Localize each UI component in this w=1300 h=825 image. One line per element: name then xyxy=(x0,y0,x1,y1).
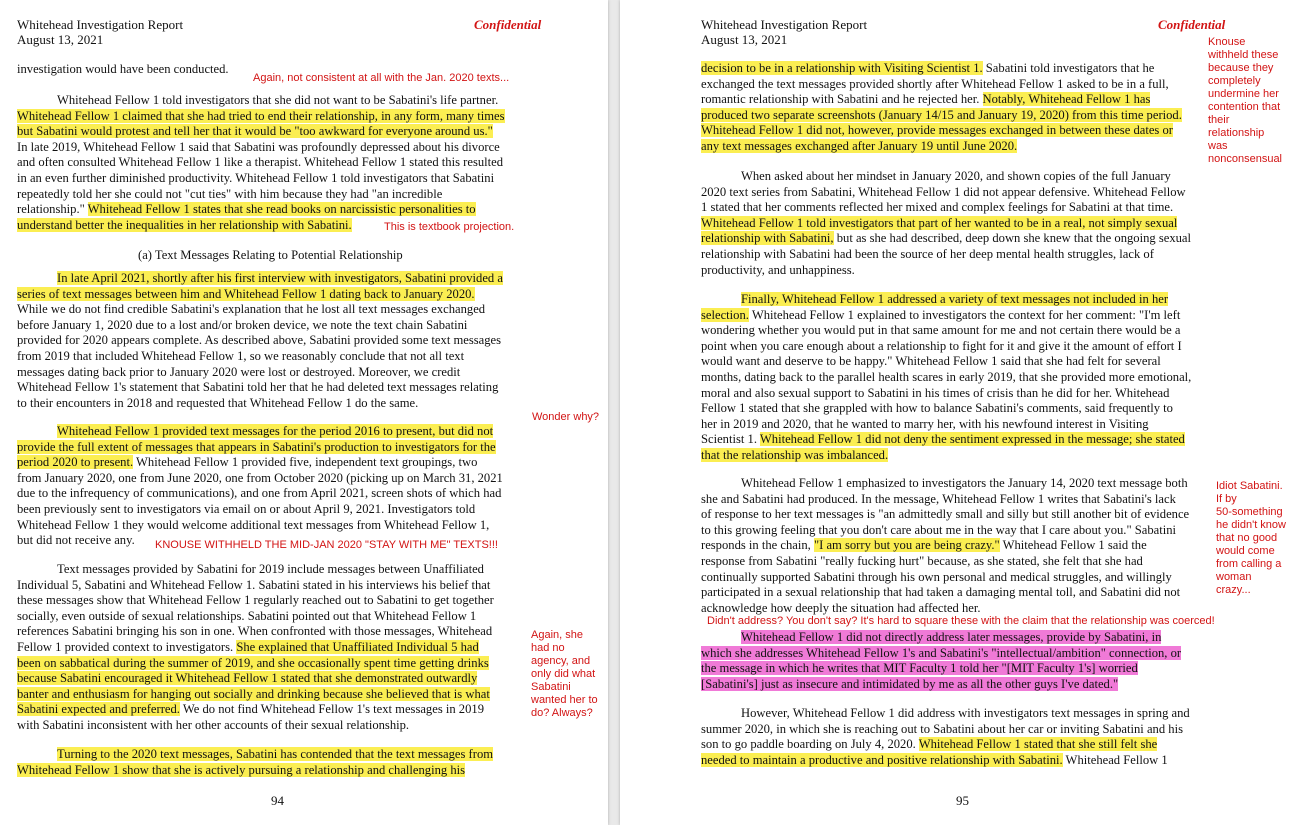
page-header xyxy=(701,18,867,47)
text-run: Whitehead Fellow 1 xyxy=(1062,752,1168,767)
text-run: Whitehead Fellow 1 explained to investigators the context for her comment: "I'm left wondering whether you would put in that same amount for me and not certain there would be a point when you care enough about a relationship to fight for it and give it the amount of effort I would want and deserve to be happy." Whitehead Fellow 1 said that she had felt for several months, dating back to the parallel health scares in early 2019, that she provided more emotional, moral and also sexual support to Sabatini in his times of crisis than he did for her. Whitehead Fellow 1 stated that she grappled with how to balance Sabatini's comments, said frequently to her in 2019 and 2020, that he wanted to marry her, with his newfound interest in Visiting Scientist 1. xyxy=(701,307,1192,447)
highlighted-text: Notably, Whitehead Fellow 1 has produced two separate screenshots (January 14/15 and January 19, 2020) from this time period. Whitehead Fellow 1 did not, however, provide messages exchanged in between these dates or any text messages exchanged after January 19 until June 2020. xyxy=(701,92,1182,153)
highlighted-text: She explained that Unaffiliated Individual 5 had been on sabbatical during the summer of 2019, and she occasionally spent time getting drinks because Sabatini encouraged it Whitehead Fellow 1 stated that she demonstrated outwardly banter and enthusiasm for hanging out socially and drinking because she believed that is what Sabatini expected and preferred. xyxy=(17,639,490,717)
annotation-idiot-sabatini: Idiot Sabatini. If by 50-something he didn't know that no good would come from calling a woman crazy... xyxy=(1216,480,1286,596)
paragraph-investigation: investigation would have been conducted. xyxy=(17,62,229,76)
text-run: However, Whitehead Fellow 1 did address with investigators text messages in spring and summer 2020, in which she is reaching out to Sabatini about her car or inviting Sabatini and his son to go paddle boarding on July 4, 2020. xyxy=(701,706,1190,752)
text-run: Whitehead Fellow 1 provided five, independent text groupings, two from January 2020, one from June 2020, one from October 2020 (picking up on March 31, 2021 due to the infrequency of communications), and one from April 2021, screen shots of which had been previously sent to investigators via email on or about April 9, 2021. Investigators told Whitehead Fellow 1 they would welcome additional text messages from Whitehead Fellow 1, but did not receive any. xyxy=(17,455,503,548)
paragraph-april-2021 xyxy=(17,271,547,411)
text-run: Whitehead Fellow 1 said the response from Sabatini "really fucking hurt" because, as she stated, she felt that she had continually supported Sabatini through his own personal and medical struggles, and willingly participated in a sexual relationship that had taken a damaging mental toll, and Sabatini did not acknowledge how deeply the situation had affected her. xyxy=(701,538,1181,615)
text-run: Sabatini told investigators that he exchanged the text messages provided shortly after Whitehead Fellow 1 asked to be in a full, romantic relationship with Sabatini and he rejected her. xyxy=(701,61,1169,107)
section-heading: (a) Text Messages Relating to Potential Relationship xyxy=(138,248,403,262)
highlighted-text: Whitehead Fellow 1 did not deny the sentiment expressed in the message; she stated that the relationship was imbalanced. xyxy=(701,432,1185,462)
annotation-didnt-address: Didn't address? You don't say? It's hard to square these with the claim that the relationship was coerced! xyxy=(707,615,1215,627)
text-run: In late 2019, Whitehead Fellow 1 said that Sabatini was profoundly depressed about his divorce and often consulted Whitehead Fellow 1 like a therapist. Whitehead Fellow 1 stated this resulted in an even further diminished productivity. Whitehead Fellow 1 told investigators that Sabatini repeatedly told her she could not "cut ties" with him because they had "an incredible relationship." xyxy=(17,139,504,217)
page-number: 94 xyxy=(271,793,284,808)
highlighted-text: Whitehead Fellow 1 states that she read books on narcissistic personalities to understand better the inequalities in her relationship with Sabatini. xyxy=(17,202,476,232)
highlighted-text: Whitehead Fellow 1 told investigators that part of her wanted to be in a real, not simply sexual relationship with Sabatini, xyxy=(701,215,1178,246)
report-date: August 13, 2021 xyxy=(701,31,788,47)
paragraph-2019-messages xyxy=(17,562,547,734)
highlighted-text: "I am sorry but you are being crazy." xyxy=(813,538,1000,553)
text-run: Whitehead Fellow 1 told investigators that she did not want to be Sabatini's life partner. xyxy=(57,93,499,107)
highlighted-text: Whitehead Fellow 1 claimed that she had tried to end their relationship, in any form, many times but Sabatini would protest and tell her that it would be "too awkward for everyone around us." xyxy=(17,108,505,139)
paragraph-spring-summer xyxy=(701,706,1221,768)
annotation-withheld-texts: KNOUSE WITHHELD THE MID-JAN 2020 "STAY WITH ME" TEXTS!!! xyxy=(155,539,498,551)
text-run: While we do not find credible Sabatini's explanation that he lost all text messages exchanged before January 1, 2020 due to a lost and/or broken device, we note the text chain Sabatini provided for 2020 appears complete. As described above, Sabatini provided some text messages from 2019 that included Whitehead Fellow 1, so we reasonably conclude that not all text messages dating back prior to January 2020 were lost or destroyed. Moreover, we credit Whitehead Fellow 1's statement that Sabatini told her that he had deleted text messages relating to their encounters in 2018 and requested that Whitehead Fellow 1 do the same. xyxy=(17,302,502,410)
annotation-wonder-why: Wonder why? xyxy=(532,411,600,423)
confidential-label: Confidential xyxy=(474,17,542,32)
paragraph-later-messages xyxy=(701,630,1221,692)
text-run: When asked about her mindset in January 2020, and shown copies of the full January 2020 text series from Sabatini, Whitehead Fellow 1 did not appear defensive. Whitehead Fellow 1 stated that her comments reflected her mixed and complex feelings for Sabatini at that time. xyxy=(701,169,1186,215)
report-page-95 xyxy=(620,0,1300,825)
paragraph-january-14 xyxy=(701,476,1221,616)
paragraph-finally xyxy=(701,292,1221,464)
report-page-94 xyxy=(0,0,608,825)
paragraph-provided-2016 xyxy=(17,424,547,549)
highlighted-text: Finally, Whitehead Fellow 1 addressed a variety of text messages not included in her selection. xyxy=(701,292,1169,322)
report-title: Whitehead Investigation Report xyxy=(17,17,184,32)
annotation-projection: This is textbook projection. xyxy=(384,221,515,233)
text-run: Text messages provided by Sabatini for 2019 include messages between Unaffiliated Individual 5, Sabatini and Whitehead Fellow 1. Sabatini stated in his interviews his belief that these messages show that Whitehead Fellow 1 regularly reached out to Sabatini to get together socially, even outside of sexual relationships. Sabatini pointed out that Whitehead Fellow 1 references Sabatini bringing his son in one. When confronted with those messages, Whitehead Fellow 1 provided context to investigators. xyxy=(17,562,494,654)
paragraph-life-partner xyxy=(17,93,547,233)
paragraph-mindset xyxy=(701,169,1221,278)
paragraph-visiting-scientist xyxy=(701,61,1221,155)
highlighted-text: Whitehead Fellow 1 provided text messages for the period 2016 to present, but did not provide the full extent of messages that appears in Sabatini's production to investigators for the period 2020 to present. xyxy=(17,424,496,470)
highlighted-text: In late April 2021, shortly after his first interview with investigators, Sabatini provided a series of text messages between him and Whitehead Fellow 1 dating back to January 2020. xyxy=(17,271,503,301)
page-header xyxy=(17,18,183,47)
annotation-knouse-withheld: Knouse withheld these because they completely undermine her contention that their relationship was nonconsensual xyxy=(1208,36,1283,165)
paragraph-2020-texts xyxy=(17,747,547,778)
annotation-no-agency: Again, she had no agency, and only did what Sabatini wanted her to do? Always? xyxy=(531,629,598,719)
annotation-not-consistent: Again, not consistent at all with the Jan. 2020 texts... xyxy=(253,72,510,84)
highlighted-text: Whitehead Fellow 1 stated that she still felt she needed to maintain a productive and positive relationship with Sabatini. xyxy=(701,737,1158,767)
highlighted-text: Turning to the 2020 text messages, Sabatini has contended that the text messages from Whitehead Fellow 1 show that she is actively pursuing a relationship and challenging his xyxy=(17,747,494,777)
text-run: We do not find Whitehead Fellow 1's text messages in 2019 with Sabatini inconsistent with her other accounts of their sexual relationship. xyxy=(17,702,484,732)
text-run: but as she had described, deep down she knew that the ongoing sexual relationship with Sabatini had been the source of her deep mental health struggles, lack of productivity, and unhappiness. xyxy=(701,231,1192,277)
confidential-label: Confidential xyxy=(1158,17,1226,32)
report-date: August 13, 2021 xyxy=(17,31,104,47)
highlighted-text: decision to be in a relationship with Visiting Scientist 1. xyxy=(701,61,983,75)
page-number: 95 xyxy=(956,793,969,808)
report-title: Whitehead Investigation Report xyxy=(701,17,868,32)
text-run: Whitehead Fellow 1 emphasized to investigators the January 14, 2020 text message both she and Sabatini had produced. In the message, Whitehead Fellow 1 writes that Sabatini's lack of response to her text messages is "an admittedly small and silly but still another bit of evidence to this growing feeling that you don't care about me in the way that I care about you." Sabatini responds in the chain, xyxy=(701,476,1190,553)
pink-highlighted-text: Whitehead Fellow 1 did not directly address later messages, provide by Sabatini, in which she addresses Whitehead Fellow 1's and Sabatini's "intellectual/ambition" connection, or the message in which he writes that MIT Faculty 1 told her "[MIT Faculty 1's] worried [Sabatini's] just as insecure and intimidated by me as all the other guys I've dated." xyxy=(701,630,1182,691)
